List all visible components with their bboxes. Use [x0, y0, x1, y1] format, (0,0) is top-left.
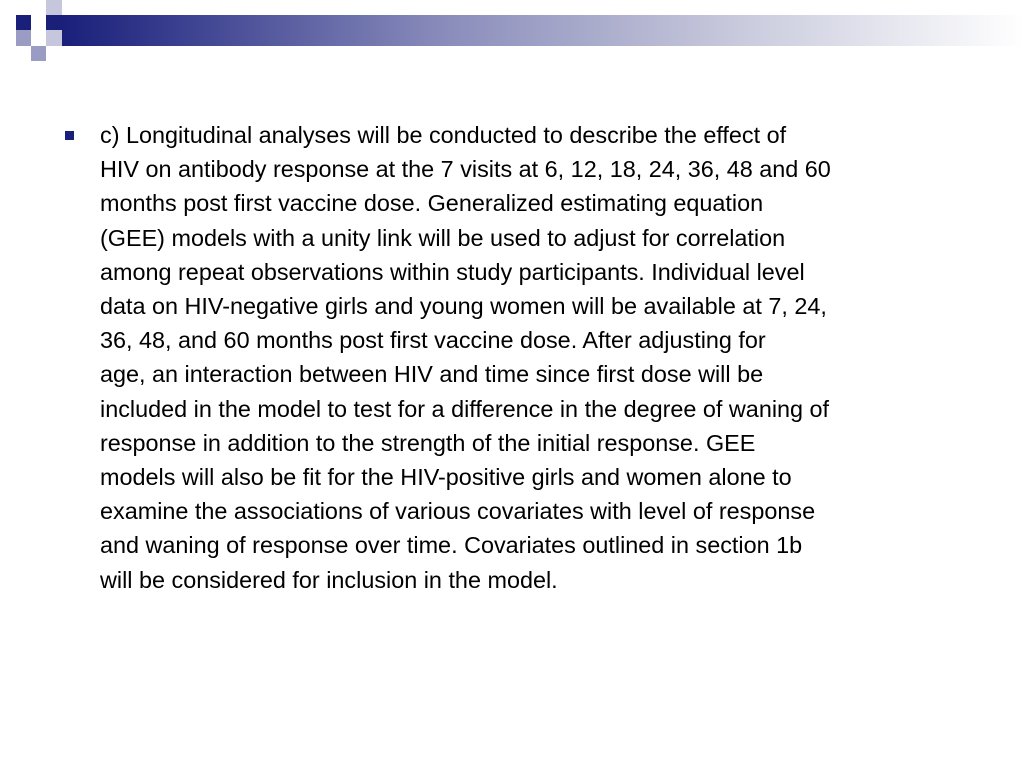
- decor-square-navy: [16, 15, 31, 30]
- decor-square-light-mid: [46, 30, 62, 46]
- decor-square-mid-bottom: [31, 46, 46, 61]
- slide-body: [62, 118, 1002, 597]
- bullet-text: c) Longitudinal analyses will be conducted to describe the effect of HIV on antibody response at the 7 visits at 6, 12, 18, 24, 36, 48 and 60 months post first vaccine dose. Generalized estimating equation (GEE) models with a unity link will be used to adjust for correlation among repeat observations within study participants. Individual level data on HIV-negative girls and young women will be available at 7, 24, 36, 48, and 60 months post first vaccine dose. After adjusting for age, an interaction between HIV and time since first dose will be included in the model to test for a difference in the degree of waning of response in addition to the strength of the initial response. GEE models will also be fit for the HIV-positive girls and women alone to examine the associations of various covariates with level of response and waning of response over time. Covariates outlined in section 1b will be considered for inclusion in the model.: [100, 122, 831, 593]
- square-bullet-icon: [65, 131, 74, 140]
- decor-square-navy-right: [46, 15, 62, 30]
- bullet-item: [62, 118, 1002, 597]
- decor-square-mid-left: [16, 30, 31, 46]
- header-gradient-bar: [62, 15, 1024, 46]
- decor-square-light-top: [46, 0, 62, 15]
